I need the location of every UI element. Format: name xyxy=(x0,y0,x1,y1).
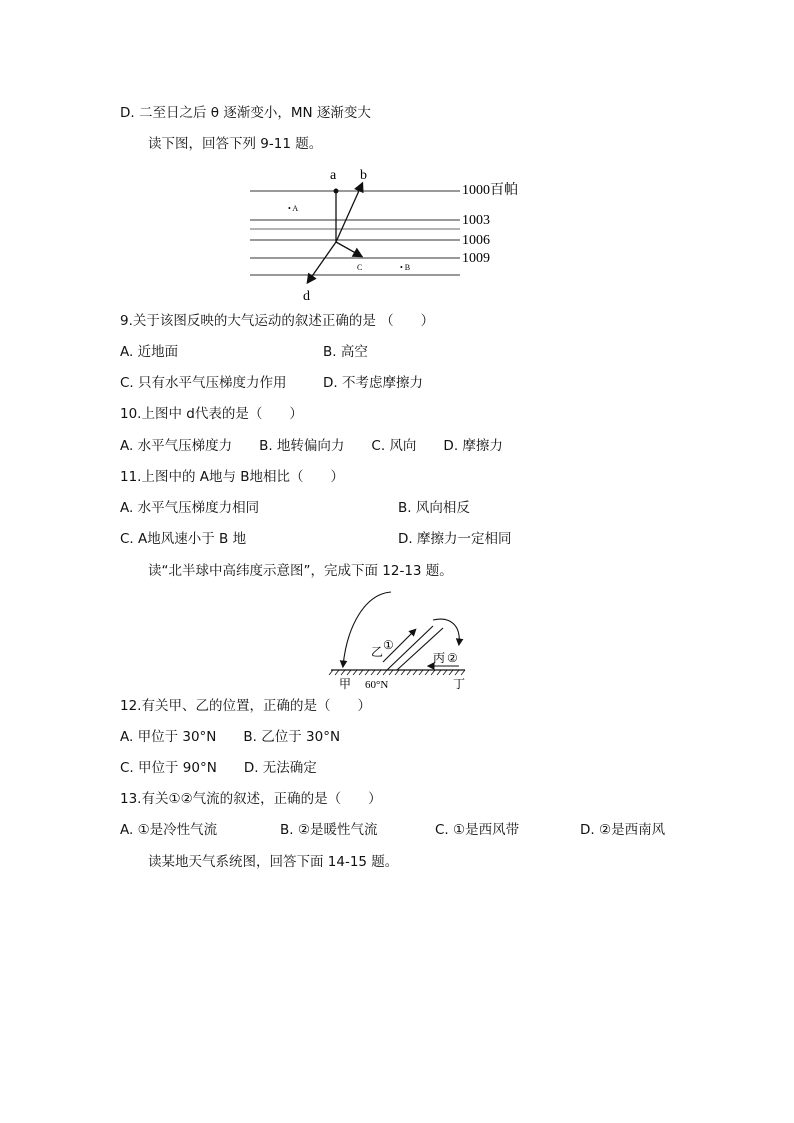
label-1: ① xyxy=(383,638,394,652)
right-arc-arrow xyxy=(433,619,459,644)
isobar-label-1006: 1006 xyxy=(462,233,490,248)
question-12-options-cd: C. 甲位于 90°N D. 无法确定 xyxy=(120,760,317,776)
option-d-previous: D. 二至日之后 θ 逐渐变小，MN 逐渐变大 xyxy=(120,105,371,121)
question-9-option-c: C. 只有水平气压梯度力作用 xyxy=(120,375,287,391)
intro-12-13: 读“北半球中高纬度示意图”，完成下面 12-13 题。 xyxy=(148,563,453,579)
question-9-option-d: D. 不考虑摩擦力 xyxy=(323,375,423,391)
question-13: 13.有关①②气流的叙述，正确的是（ ） xyxy=(120,791,382,807)
vector-d xyxy=(308,242,336,282)
question-13-option-b: B. ②是暖性气流 xyxy=(280,822,378,838)
isobar-label-1000: 1000百帕 xyxy=(462,183,518,198)
label-b: b xyxy=(360,168,367,183)
question-12: 12.有关甲、乙的位置，正确的是（ ） xyxy=(120,698,371,714)
label-ding: 丁 xyxy=(453,677,466,691)
label-point-C: C xyxy=(357,263,363,272)
question-10: 10.上图中 d代表的是（ ） xyxy=(120,406,303,422)
question-13-option-c: C. ①是西风带 xyxy=(435,822,520,838)
intro-9-11: 读下图，回答下列 9-11 题。 xyxy=(148,136,323,152)
circulation-diagram xyxy=(325,586,475,692)
intro-14-15: 读某地天气系统图，回答下面 14-15 题。 xyxy=(148,854,399,870)
vector-a-origin xyxy=(334,189,339,194)
label-bing: 丙 xyxy=(433,651,446,665)
isobar-force-diagram xyxy=(240,162,540,308)
label-2: ② xyxy=(447,651,458,665)
label-d: d xyxy=(303,289,310,304)
question-12-options-ab: A. 甲位于 30°N B. 乙位于 30°N xyxy=(120,729,341,745)
question-11-option-d: D. 摩擦力一定相同 xyxy=(398,531,512,547)
label-a: a xyxy=(330,168,337,183)
question-9-option-a: A. 近地面 xyxy=(120,344,179,360)
question-11: 11.上图中的 A地与 B地相比（ ） xyxy=(120,469,345,485)
label-point-A: • A xyxy=(288,204,299,213)
label-yi: 乙 xyxy=(371,645,384,659)
front-line-upper xyxy=(387,626,433,670)
question-10-options: A. 水平气压梯度力 B. 地转偏向力 C. 风向 D. 摩擦力 xyxy=(120,438,503,454)
question-9-option-b: B. 高空 xyxy=(323,344,368,360)
vector-b xyxy=(336,184,362,242)
ground-hatching xyxy=(329,670,465,675)
question-9: 9.关于该图反映的大气运动的叙述正确的是 （ ） xyxy=(120,313,435,329)
question-11-option-b: B. 风向相反 xyxy=(398,500,470,516)
vector-c xyxy=(336,242,361,256)
question-11-option-a: A. 水平气压梯度力相同 xyxy=(120,500,260,516)
question-13-option-a: A. ①是冷性气流 xyxy=(120,822,218,838)
isobar-label-1003: 1003 xyxy=(462,213,490,228)
label-point-B: • B xyxy=(400,263,411,272)
isobar-label-1009: 1009 xyxy=(462,251,490,266)
label-60n: 60°N xyxy=(365,679,389,691)
label-jia: 甲 xyxy=(339,677,352,691)
question-13-option-d: D. ②是西南风 xyxy=(580,822,666,838)
question-11-option-c: C. A地风速小于 B 地 xyxy=(120,531,247,547)
high-arc-arrow xyxy=(343,592,391,666)
